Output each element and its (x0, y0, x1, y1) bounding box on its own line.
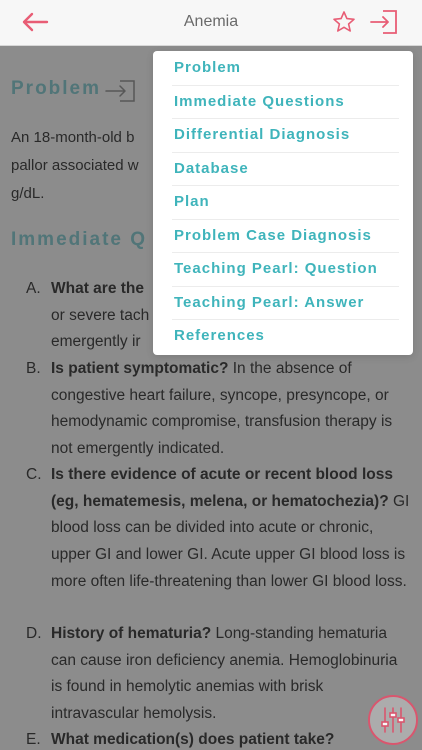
menu-item-teaching-pearl-answer[interactable]: Teaching Pearl: Answer (174, 294, 365, 311)
top-bar (0, 0, 422, 46)
menu-item-references[interactable]: References (174, 327, 265, 344)
menu-item-database[interactable]: Database (174, 160, 249, 177)
settings-button[interactable] (368, 695, 418, 745)
menu-item-plan[interactable]: Plan (174, 193, 210, 210)
menu-item-problem-case-diagnosis[interactable]: Problem Case Diagnosis (174, 227, 372, 244)
favorite-button[interactable] (330, 8, 358, 36)
page-title: Anemia (183, 13, 239, 30)
sliders-icon (379, 705, 407, 735)
menu-item-immediate-questions[interactable]: Immediate Questions (174, 93, 345, 110)
menu-item-differential-diagnosis[interactable]: Differential Diagnosis (174, 126, 351, 143)
menu-item-teaching-pearl-question[interactable]: Teaching Pearl: Question (174, 260, 378, 277)
section-menu (153, 51, 413, 355)
star-icon (332, 10, 356, 34)
menu-item-problem[interactable]: Problem (174, 59, 242, 76)
section-menu-button[interactable] (368, 7, 400, 37)
exit-icon (369, 9, 399, 35)
